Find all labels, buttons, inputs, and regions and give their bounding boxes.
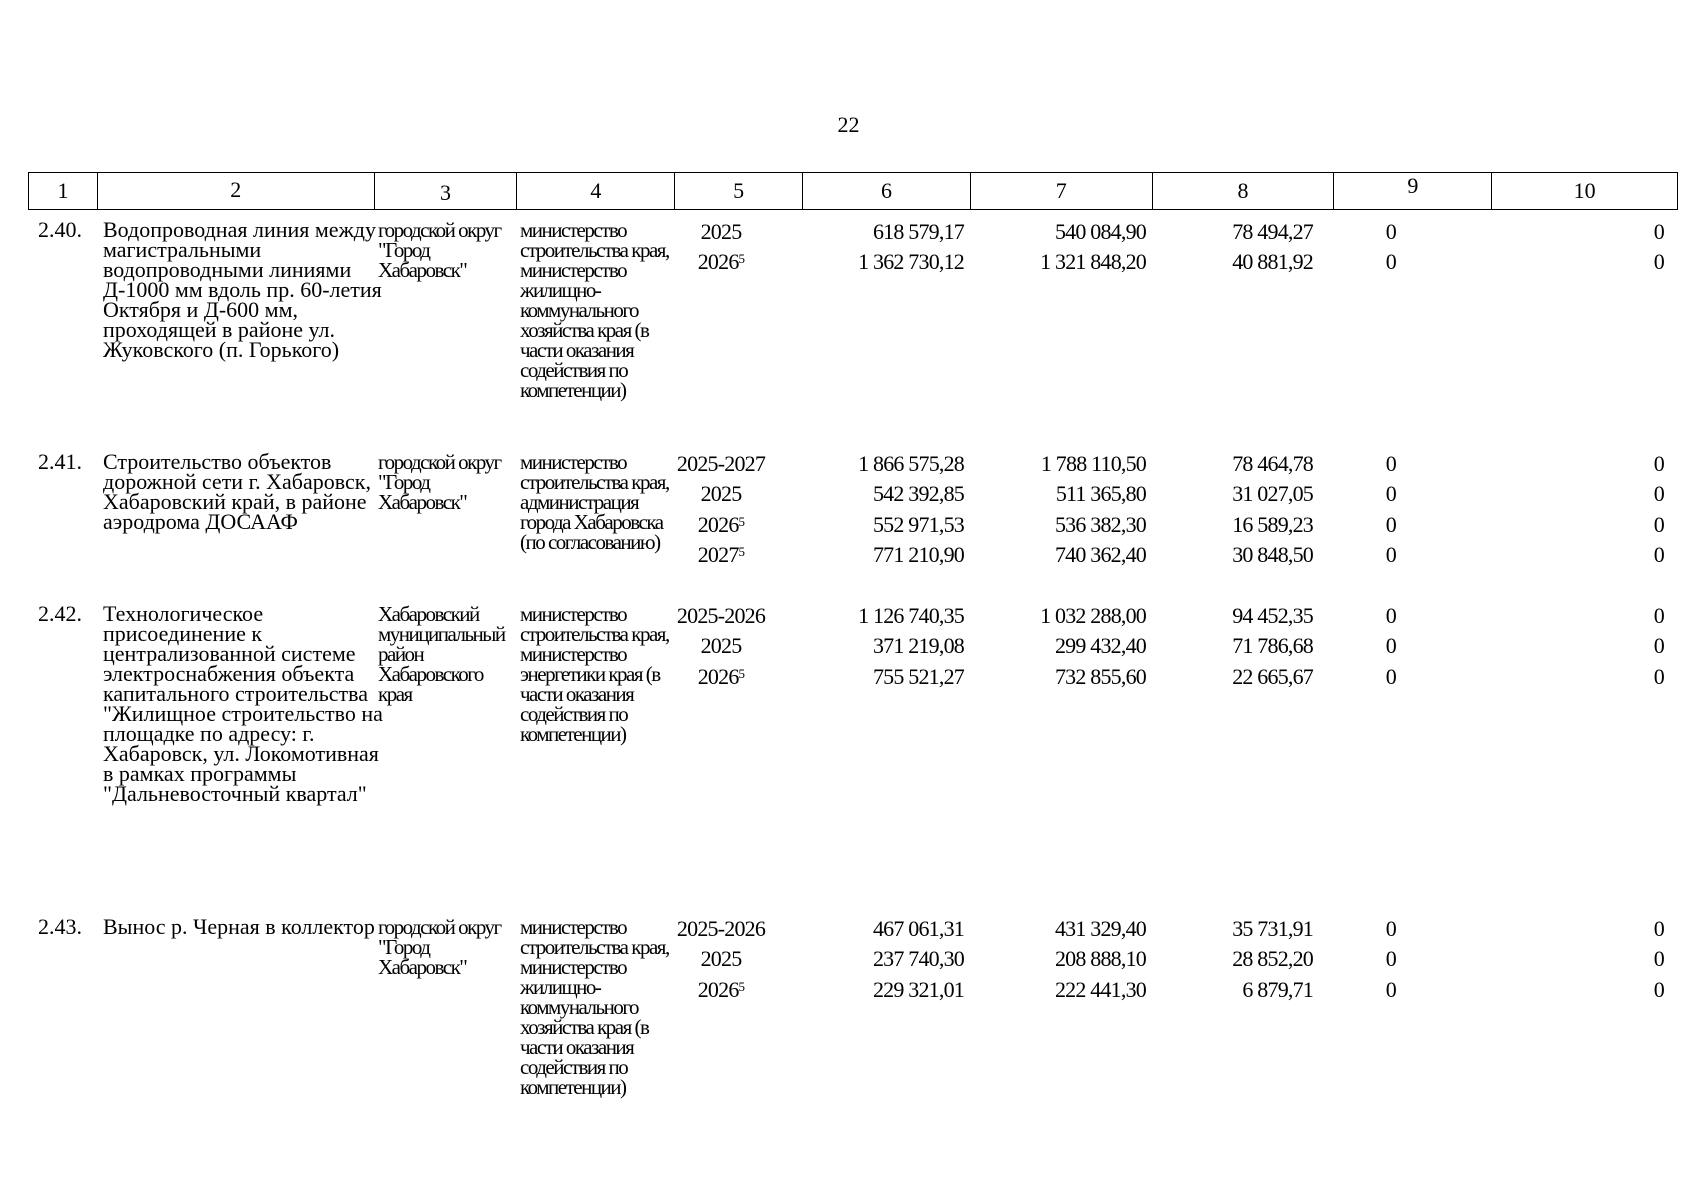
year-cell: 2025-2027 — [676, 451, 766, 476]
header-cell-7: 7 — [971, 173, 1153, 209]
header-cell-4: 4 — [517, 173, 675, 209]
value-line — [28, 634, 1678, 664]
value-col-8: 30 848,50 — [1232, 541, 1313, 567]
value-col-10: 0 — [1653, 481, 1664, 507]
value-col-8: 22 665,67 — [1232, 663, 1313, 689]
value-col-10: 0 — [1653, 249, 1664, 275]
object-name: Строительство объектов дорожной сети г. Хабаровск, Хабаровский край, в районе аэродрома ДОСААФ — [103, 449, 371, 534]
executor: министерство строительства края, администрация города Хабаровска (по согласованию) — [520, 450, 669, 554]
header-cell-1: 1 — [29, 173, 98, 209]
value-col-10: 0 — [1653, 451, 1664, 476]
value-col-7: 431 329,40 — [1054, 916, 1146, 941]
value-lines — [28, 449, 1678, 573]
value-col-6: 618 579,17 — [872, 219, 964, 244]
value-col-6: 771 210,90 — [872, 541, 964, 567]
value-col-10: 0 — [1653, 976, 1664, 1002]
value-col-8: 71 786,68 — [1232, 633, 1313, 659]
page-number: 22 — [837, 112, 860, 137]
value-col-10: 0 — [1653, 541, 1664, 567]
header-cell-10: 10 — [1573, 178, 1596, 203]
value-col-8: 40 881,92 — [1232, 249, 1313, 275]
value-line — [28, 513, 1678, 543]
value-col-6: 1 362 730,12 — [858, 249, 964, 275]
value-line — [28, 601, 1678, 634]
territory: городской округ "Город Хабаровск" — [378, 450, 501, 514]
header-cell-8: 8 — [1153, 173, 1335, 209]
value-line — [28, 665, 1678, 695]
value-col-6: 229 321,01 — [872, 976, 964, 1002]
value-col-6: 552 971,53 — [872, 511, 964, 537]
value-col-7: 1 321 848,20 — [1040, 249, 1146, 275]
year-cell: 2025 — [700, 481, 742, 507]
value-col-9: 0 — [1385, 249, 1396, 275]
executor: министерство строительства края, министерство жилищно-коммунального хозяйства края (в части оказания содействия по компетенции) — [520, 218, 669, 402]
executor: министерство строительства края, министерство жилищно-коммунального хозяйства края (в части оказания содействия по компетенции) — [520, 915, 669, 1099]
header-cell-6: 6 — [803, 173, 971, 209]
value-col-10: 0 — [1653, 916, 1664, 941]
value-col-10: 0 — [1653, 663, 1664, 689]
year-cell: 2026$^5$ — [697, 249, 745, 275]
value-col-7: 536 382,30 — [1054, 511, 1146, 537]
territory: городской округ "Город Хабаровск" — [378, 915, 501, 979]
value-col-7: 732 855,60 — [1054, 663, 1146, 689]
executor: министерство строительства края, министерство энергетики края (в части оказания содействия по компетенции) — [520, 602, 669, 746]
value-col-6: 1 866 575,28 — [858, 451, 964, 476]
value-col-9: 0 — [1385, 219, 1396, 244]
year-cell: 2026$^5$ — [697, 976, 745, 1002]
territory: городской округ "Город Хабаровск" — [378, 218, 501, 282]
table-header-row — [28, 172, 1678, 210]
value-col-9: 0 — [1385, 946, 1396, 972]
value-lines — [28, 217, 1678, 281]
year-cell: 2026$^5$ — [697, 511, 745, 537]
footnote-mark: 5 — [738, 665, 745, 681]
object-name: Водопроводная линия между магистральными водопроводными линиями Д-1000 мм вдоль пр. 60-летия Октября и Д-600 мм, проходящей в районе ул. Жуковского (п. Горького) — [103, 217, 382, 362]
value-line — [28, 250, 1678, 280]
value-col-8: 78 464,78 — [1232, 451, 1313, 476]
value-col-10: 0 — [1653, 511, 1664, 537]
row-number: 2.42. — [38, 601, 82, 626]
value-col-9: 0 — [1385, 511, 1396, 537]
value-col-9: 0 — [1385, 541, 1396, 567]
value-line — [28, 978, 1678, 1008]
value-line — [28, 543, 1678, 573]
row-number: 2.43. — [38, 914, 82, 939]
value-col-8: 31 027,05 — [1232, 481, 1313, 507]
value-col-6: 371 219,08 — [872, 633, 964, 659]
header-cell-9: 9 — [1334, 173, 1492, 209]
value-col-6: 1 126 740,35 — [858, 603, 964, 628]
value-col-10: 0 — [1653, 219, 1664, 244]
value-col-6: 467 061,31 — [872, 916, 964, 941]
footnote-mark: 5 — [738, 513, 745, 529]
value-col-9: 0 — [1385, 451, 1396, 476]
value-col-6: 542 392,85 — [872, 481, 964, 507]
footnote-mark: 5 — [738, 543, 745, 559]
value-col-7: 1 788 110,50 — [1040, 451, 1146, 476]
year-cell: 2026$^5$ — [697, 663, 745, 689]
year-cell: 2025-2026 — [676, 916, 766, 941]
header-cell-5: 5 — [675, 173, 803, 209]
value-col-6: 755 521,27 — [872, 663, 964, 689]
value-col-7: 740 362,40 — [1054, 541, 1146, 567]
object-name: Вынос р. Черная в коллектор — [103, 914, 375, 939]
value-col-8: 78 494,27 — [1232, 219, 1313, 244]
value-lines — [28, 601, 1678, 695]
value-line — [28, 947, 1678, 977]
header-cell-3: 3 — [375, 173, 518, 209]
value-col-7: 1 032 288,00 — [1040, 603, 1146, 628]
value-col-7: 222 441,30 — [1054, 976, 1146, 1002]
value-col-10: 0 — [1653, 946, 1664, 972]
value-col-9: 0 — [1385, 633, 1396, 659]
value-col-8: 6 879,71 — [1242, 976, 1313, 1002]
footnote-mark: 5 — [738, 978, 745, 994]
value-col-7: 208 888,10 — [1054, 946, 1146, 972]
value-col-6: 237 740,30 — [872, 946, 964, 972]
row-number: 2.41. — [38, 449, 82, 474]
value-col-10: 0 — [1653, 603, 1664, 628]
value-col-9: 0 — [1385, 916, 1396, 941]
header-cell-2: 2 — [98, 173, 375, 209]
value-col-9: 0 — [1385, 976, 1396, 1002]
value-col-7: 299 432,40 — [1054, 633, 1146, 659]
value-col-7: 511 365,80 — [1055, 481, 1146, 507]
value-col-8: 35 731,91 — [1232, 916, 1313, 941]
territory: Хабаровский муниципальный район Хабаровского края — [378, 602, 505, 706]
object-name: Технологическое присоединение к централизованной системе электроснабжения объекта капитального строительства "Жилищное строительство на площадке по адресу: г. Хабаровск, ул. Локомотивная в рамках программы "Дальневосточный квартал" — [103, 601, 383, 806]
year-cell: 2027$^5$ — [697, 541, 745, 567]
year-cell: 2025 — [700, 219, 742, 244]
value-col-9: 0 — [1385, 663, 1396, 689]
value-col-8: 94 452,35 — [1232, 603, 1313, 628]
value-col-9: 0 — [1385, 603, 1396, 628]
year-cell: 2025 — [700, 633, 742, 659]
value-col-8: 28 852,20 — [1232, 946, 1313, 972]
value-col-7: 540 084,90 — [1054, 219, 1146, 244]
value-line — [28, 482, 1678, 512]
year-cell: 2025 — [700, 946, 742, 972]
value-col-9: 0 — [1385, 481, 1396, 507]
row-number: 2.40. — [38, 217, 82, 242]
footnote-mark: 5 — [738, 251, 745, 267]
year-cell: 2025-2026 — [676, 603, 766, 628]
value-col-8: 16 589,23 — [1232, 511, 1313, 537]
value-col-10: 0 — [1653, 633, 1664, 659]
